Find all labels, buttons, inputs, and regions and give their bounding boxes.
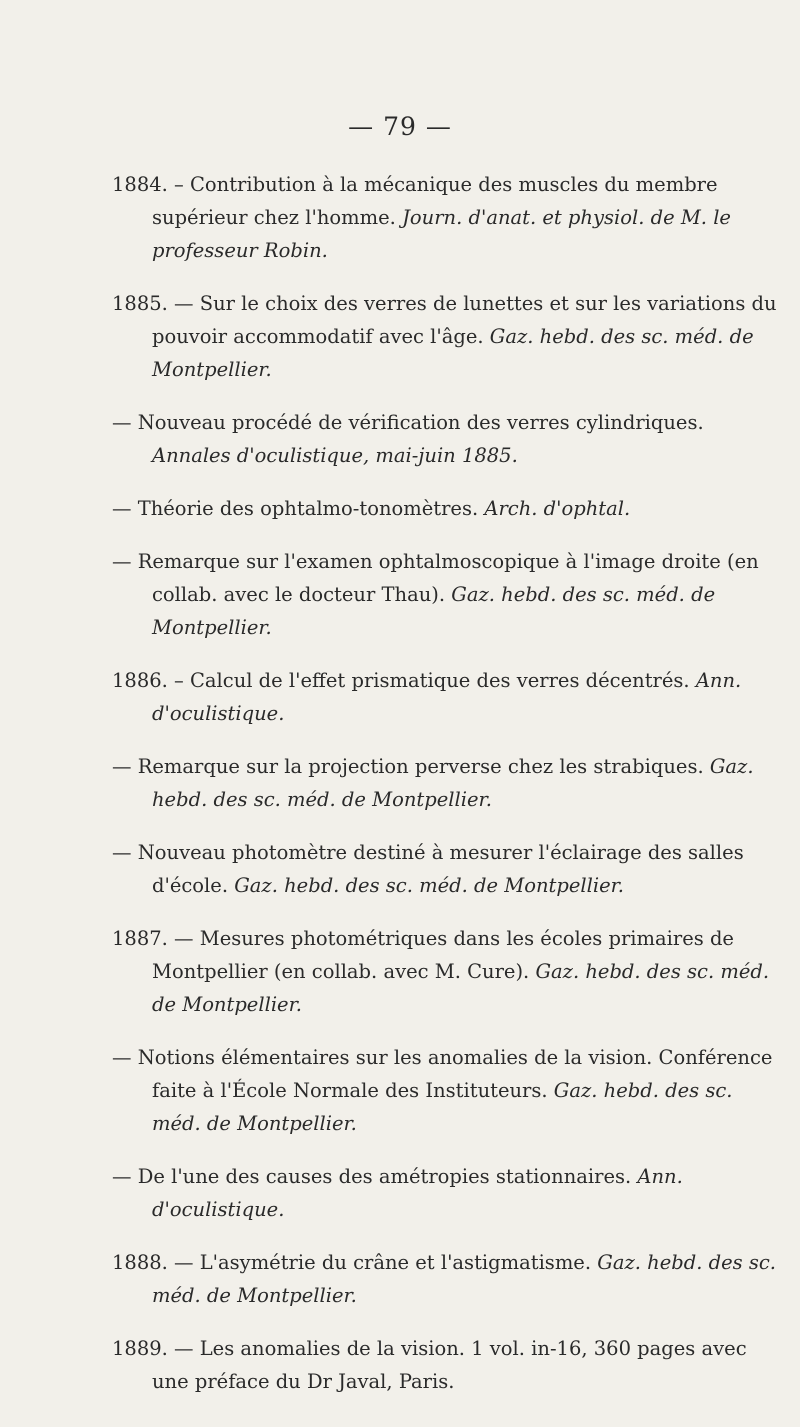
entry-text: L'asymétrie du crâne et l'astigmatisme.: [199, 1251, 592, 1274]
bibliography-list: [112, 168, 784, 1418]
entry-source: Journ. d'anat. et physiol. de M. le professeur Robin.: [152, 206, 731, 262]
entry-lead: 1884. –: [112, 173, 184, 196]
entry-lead: —: [112, 550, 132, 573]
entry-source: Annales d'oculistique, mai-juin 1885.: [152, 444, 518, 467]
bibliography-entry: [112, 922, 784, 1021]
entry-lead: —: [112, 1046, 132, 1069]
entry-text: Mesures photométriques dans les écoles primaires de Montpellier (en collab. avec M. Cure).: [152, 927, 734, 983]
entry-lead: —: [112, 1165, 132, 1188]
entry-source: Gaz. hebd. des sc. méd. de Montpellier.: [152, 325, 754, 381]
entry-text: Les anomalies de la vision. 1 vol. in-16, 360 pages avec une préface du Dr Javal, Paris.: [152, 1337, 747, 1393]
entry-source: Gaz. hebd. des sc. méd. de Montpellier.: [152, 583, 716, 639]
bibliography-entry: [112, 1246, 784, 1312]
entry-lead: —: [112, 755, 132, 778]
entry-text: Théorie des ophtalmo-tonomètres.: [137, 497, 479, 520]
entry-text: Nouveau procédé de vérification des verres cylindriques.: [137, 411, 704, 434]
bibliography-entry: [112, 836, 784, 902]
entry-lead: 1885. —: [112, 292, 194, 315]
entry-source: Ann. d'oculistique.: [152, 669, 742, 725]
entry-text: Contribution à la mécanique des muscles du membre supérieur chez l'homme.: [152, 173, 718, 229]
entry-lead: 1888. —: [112, 1251, 194, 1274]
entry-text: Sur le choix des verres de lunettes et sur les variations du pouvoir accommodatif avec l'âge.: [152, 292, 777, 348]
entry-text: Remarque sur l'examen ophtalmoscopique à l'image droite (en collab. avec le docteur Thau).: [137, 550, 759, 606]
bibliography-entry: [112, 1332, 784, 1398]
entry-text: De l'une des causes des amétropies stationnaires.: [137, 1165, 632, 1188]
entry-source: Gaz. hebd. des sc. méd. de Montpellier.: [234, 874, 625, 897]
entry-source: Gaz. hebd. des sc. méd. de Montpellier.: [152, 1251, 776, 1307]
entry-text: Notions élémentaires sur les anomalies de la vision. Conférence faite à l'École Normale des Instituteurs.: [137, 1046, 773, 1102]
entry-source: Gaz. hebd. des sc. méd. de Montpellier.: [152, 960, 770, 1016]
entry-text: Nouveau photomètre destiné à mesurer l'éclairage des salles d'école.: [137, 841, 744, 897]
entry-text: Calcul de l'effet prismatique des verres décentrés.: [189, 669, 690, 692]
bibliography-entry: [112, 168, 784, 267]
page-number: — 79 —: [348, 112, 452, 141]
entry-lead: —: [112, 841, 132, 864]
bibliography-entry: [112, 1160, 784, 1226]
bibliography-entry: [112, 287, 784, 386]
bibliography-entry: [112, 492, 784, 525]
entry-lead: —: [112, 411, 132, 434]
entry-lead: 1887. —: [112, 927, 194, 950]
entry-source: Arch. d'ophtal.: [484, 497, 631, 520]
bibliography-entry: [112, 406, 784, 472]
bibliography-entry: [112, 750, 784, 816]
entry-lead: —: [112, 497, 132, 520]
bibliography-entry: [112, 545, 784, 644]
bibliography-entry: [112, 1041, 784, 1140]
entry-source: Ann. d'oculistique.: [152, 1165, 683, 1221]
bibliography-entry: [112, 664, 784, 730]
entry-source: Gaz. hebd. des sc. méd. de Montpellier.: [152, 755, 754, 811]
entry-source: Gaz. hebd. des sc. méd. de Montpellier.: [152, 1079, 733, 1135]
entry-lead: 1889. —: [112, 1337, 194, 1360]
entry-text: Remarque sur la projection perverse chez les strabiques.: [137, 755, 704, 778]
entry-lead: 1886. –: [112, 669, 184, 692]
